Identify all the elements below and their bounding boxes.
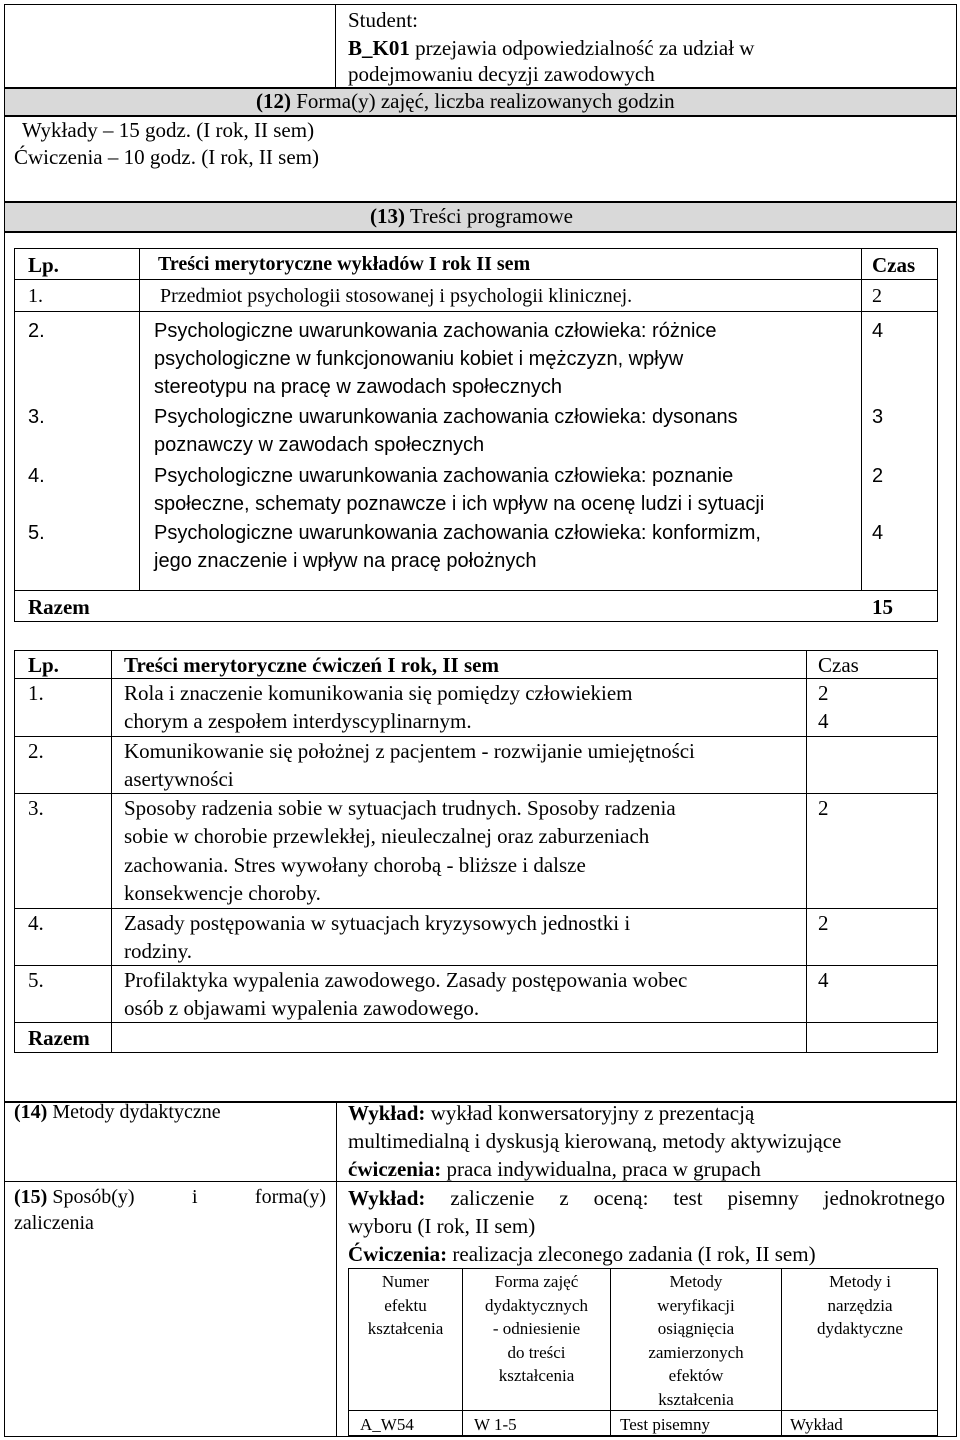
assessment-lecture <box>348 1184 945 1212</box>
lectures-total-line <box>14 590 938 591</box>
lecture-row-4-lp: 4. <box>28 465 45 487</box>
exercise-row-4-text-1: Zasady postępowania w sytuacjach kryzysowych jednostki i <box>124 911 631 935</box>
exercises-total-label: Razem <box>28 1026 90 1050</box>
lectures-total-label: Razem <box>28 595 90 619</box>
exercise-row-5-text-2: osób z objawami wypalenia zawodowego. <box>124 996 480 1020</box>
student-label: Student: <box>348 8 419 32</box>
effects-header-number-2: efektu <box>384 1295 427 1315</box>
effects-header-verification-6: kształcenia <box>658 1389 734 1409</box>
lectures-row1-line <box>14 311 938 312</box>
effects-header-tools-3: dydaktyczne <box>817 1319 903 1338</box>
exercise-row-4-text-2: rodziny. <box>124 939 193 963</box>
effects-header-verification-1: Metody <box>669 1272 723 1291</box>
exercises-col-sep-right <box>806 650 807 1053</box>
outcome-description-2: podejmowaniu decyzji zawodowych <box>348 62 655 86</box>
section-15-label-part-1 <box>14 1184 135 1211</box>
exercise-row-3-text-1: Sposoby radzenia sobie w sytuacjach trudnych. Sposoby radzenia <box>124 796 676 820</box>
effects-header-number <box>349 1270 462 1341</box>
effects-header-tools-1: Metody i <box>829 1272 891 1291</box>
section-13-number: (13) <box>370 204 405 228</box>
lectures-col-sep-right <box>861 248 862 590</box>
effects-header-number-3: kształcenia <box>367 1319 444 1338</box>
section-15-label-word-2: i <box>191 1186 198 1208</box>
lecture-row-1-text: Przedmiot psychologii stosowanej i psychologii klinicznej. <box>160 285 633 307</box>
effects-header-form-5: kształcenia <box>498 1366 575 1385</box>
lecture-row-3-lp: 3. <box>28 406 45 428</box>
methods-lecture-text: wykład konwersatoryjny z prezentacją <box>430 1101 755 1125</box>
exercises-col-sep-left <box>111 650 112 1053</box>
methods-lecture-text-2: multimedialną i dyskusją kierowaną, metody aktywizujące <box>348 1129 842 1153</box>
lecture-row-2-text-1: Psychologiczne uwarunkowania zachowania człowieka: różnice <box>154 320 717 342</box>
section-13-title <box>370 202 573 230</box>
learning-outcome <box>348 34 754 62</box>
exercise-row-4-time: 2 <box>818 911 829 935</box>
assessment-lecture-label: Wykład: <box>348 1186 426 1210</box>
effects-header-form-1: Forma zajęć <box>494 1272 579 1291</box>
exercises-col-lp: Lp. <box>28 653 59 677</box>
methods-exercises-text: praca indywidualna, praca w grupach <box>446 1157 761 1181</box>
section-14-label-text: Metody dydaktyczne <box>52 1101 221 1123</box>
section-12-text: Forma(y) zajęć, liczba realizowanych godzin <box>296 89 675 113</box>
methods-exercises-label: ćwiczenia: <box>348 1157 442 1181</box>
lecture-row-5-text-2: jego znaczenie i wpływ na pracę położnych <box>154 550 537 572</box>
effects-header-verification <box>611 1270 781 1411</box>
forms-line-lectures: Wykłady – 15 godz. (I rok, II sem) <box>22 118 315 142</box>
exercise-row-4-lp: 4. <box>28 911 44 935</box>
assessment-exercises <box>348 1240 816 1268</box>
lectures-col-sep-left <box>139 248 140 590</box>
exercise-row-2-lp: 2. <box>28 739 44 763</box>
lecture-row-2-text-3: stereotypu na pracę w zawodach społecznych <box>154 376 563 398</box>
section-14-number: (14) <box>14 1101 48 1123</box>
effects-header-form-2: dydaktycznych <box>485 1295 588 1315</box>
exercise-row-3-text-4: konsekwencje choroby. <box>124 881 321 905</box>
exercise-row-1-text-1: Rola i znaczenie komunikowania się pomiędzy człowiekiem <box>124 681 633 705</box>
exercises-row5-line <box>14 1022 938 1023</box>
section-15-label-2: zaliczenia <box>14 1212 94 1234</box>
methods-exercises <box>348 1155 761 1183</box>
lecture-row-2-lp: 2. <box>28 320 45 342</box>
lecture-row-2-text-2: psychologiczne w funkcjonowaniu kobiet i mężczyzn, wpływ <box>154 348 684 370</box>
assessment-lecture-text-2: wyboru (I rok, II sem) <box>348 1214 536 1238</box>
lectures-col-time: Czas <box>872 253 916 277</box>
lecture-row-4-time: 2 <box>872 465 884 487</box>
section-12-number: (12) <box>256 89 291 113</box>
lecture-row-1-lp: 1. <box>28 285 43 307</box>
effects-header-verification-3: osiągnięcia <box>657 1319 735 1338</box>
lecture-row-3-time: 3 <box>872 406 884 428</box>
methods-lecture <box>348 1099 754 1127</box>
effects-header-form-3: - odniesienie <box>492 1319 581 1338</box>
exercise-row-3-time: 2 <box>818 796 829 820</box>
exercise-row-5-text-1: Profilaktyka wypalenia zawodowego. Zasady postępowania wobec <box>124 968 688 992</box>
exercise-row-3-lp: 3. <box>28 796 44 820</box>
lectures-total-value: 15 <box>872 595 893 619</box>
lecture-row-5-time: 4 <box>872 522 884 544</box>
section-15-label-word-3: forma(y) <box>254 1186 326 1208</box>
exercise-row-3-text-3: zachowania. Stres wywołany chorobą - bliższe i dalsze <box>124 853 586 877</box>
section-12-title <box>256 87 675 115</box>
methods-lecture-label: Wykład: <box>348 1101 426 1125</box>
effects-header-verification-4: zamierzonych <box>648 1342 744 1362</box>
section-15-number: (15) <box>14 1186 48 1208</box>
exercise-row-5-lp: 5. <box>28 968 44 992</box>
assessment-exercises-text: realizacja zleconego zadania (I rok, II sem) <box>452 1242 816 1266</box>
effects-header-verification-2: weryfikacji <box>657 1295 735 1315</box>
exercise-row-5-time: 4 <box>818 968 829 992</box>
effects-header-tools-2: narzędzia <box>827 1295 893 1315</box>
effects-header-tools <box>782 1270 938 1341</box>
effects-header-form <box>463 1270 610 1388</box>
effects-cell-verification: Test pisemny <box>620 1415 710 1434</box>
forms-line-exercises: Ćwiczenia – 10 godz. (I rok, II sem) <box>14 145 319 169</box>
assessment-exercises-label: Ćwiczenia: <box>348 1242 448 1266</box>
lecture-row-1-time: 2 <box>872 285 882 307</box>
lecture-row-2-time: 4 <box>872 320 884 342</box>
outcome-code: B_K01 <box>348 36 410 60</box>
effects-header-verification-5: efektów <box>668 1366 724 1385</box>
exercise-row-3-text-2: sobie w chorobie przewlekłej, nieuleczalnej oraz zaburzeniach <box>124 824 650 848</box>
section-13-text: Treści programowe <box>409 204 573 228</box>
exercise-row-1-time-2: 4 <box>818 709 829 733</box>
exercise-row-2-text-1: Komunikowanie się położnej z pacjentem - rozwijanie umiejętności <box>124 739 695 763</box>
effects-cell-tools: Wykład <box>790 1415 843 1434</box>
lectures-col-lp: Lp. <box>28 253 59 277</box>
lectures-header-line <box>14 279 938 280</box>
exercise-row-1-text-2: chorym a zespołem interdyscyplinarnym. <box>124 709 472 733</box>
lecture-row-4-text-2: społeczne, schematy poznawcze i ich wpływ na ocenę ludzi i sytuacji <box>154 493 765 515</box>
exercise-row-1-lp: 1. <box>28 681 44 705</box>
lectures-col-title: Treści merytoryczne wykładów I rok II sem <box>158 253 531 275</box>
outcome-description-1: przejawia odpowiedzialność za udział w <box>415 36 755 60</box>
exercise-row-1-time-1: 2 <box>818 681 829 705</box>
assessment-lecture-text: zaliczenie z oceną: test pisemny jednokrotnego <box>450 1186 945 1210</box>
lecture-row-3-text-1: Psychologiczne uwarunkowania zachowania człowieka: dysonans <box>154 406 738 428</box>
section-14-label <box>14 1099 221 1126</box>
effects-cell-form: W 1-5 <box>474 1415 517 1434</box>
effects-header-number-1: Numer <box>381 1272 430 1291</box>
section-15-label <box>14 1184 326 1211</box>
exercises-col-title: Treści merytoryczne ćwiczeń I rok, II sem <box>124 653 499 677</box>
lecture-row-3-text-2: poznawczy w zawodach społecznych <box>154 434 485 456</box>
lecture-row-4-text-1: Psychologiczne uwarunkowania zachowania człowieka: poznanie <box>154 465 734 487</box>
lecture-row-5-lp: 5. <box>28 522 45 544</box>
exercise-row-2-text-2: asertywności <box>124 767 234 791</box>
effects-cell-number: A_W54 <box>360 1415 414 1434</box>
exercises-col-time: Czas <box>818 653 859 677</box>
lecture-row-5-text-1: Psychologiczne uwarunkowania zachowania człowieka: konformizm, <box>154 522 761 544</box>
effects-header-form-4: do treści <box>507 1342 566 1362</box>
top-divider <box>335 4 336 88</box>
section-15-label-word-1: Sposób(y) <box>52 1186 135 1208</box>
